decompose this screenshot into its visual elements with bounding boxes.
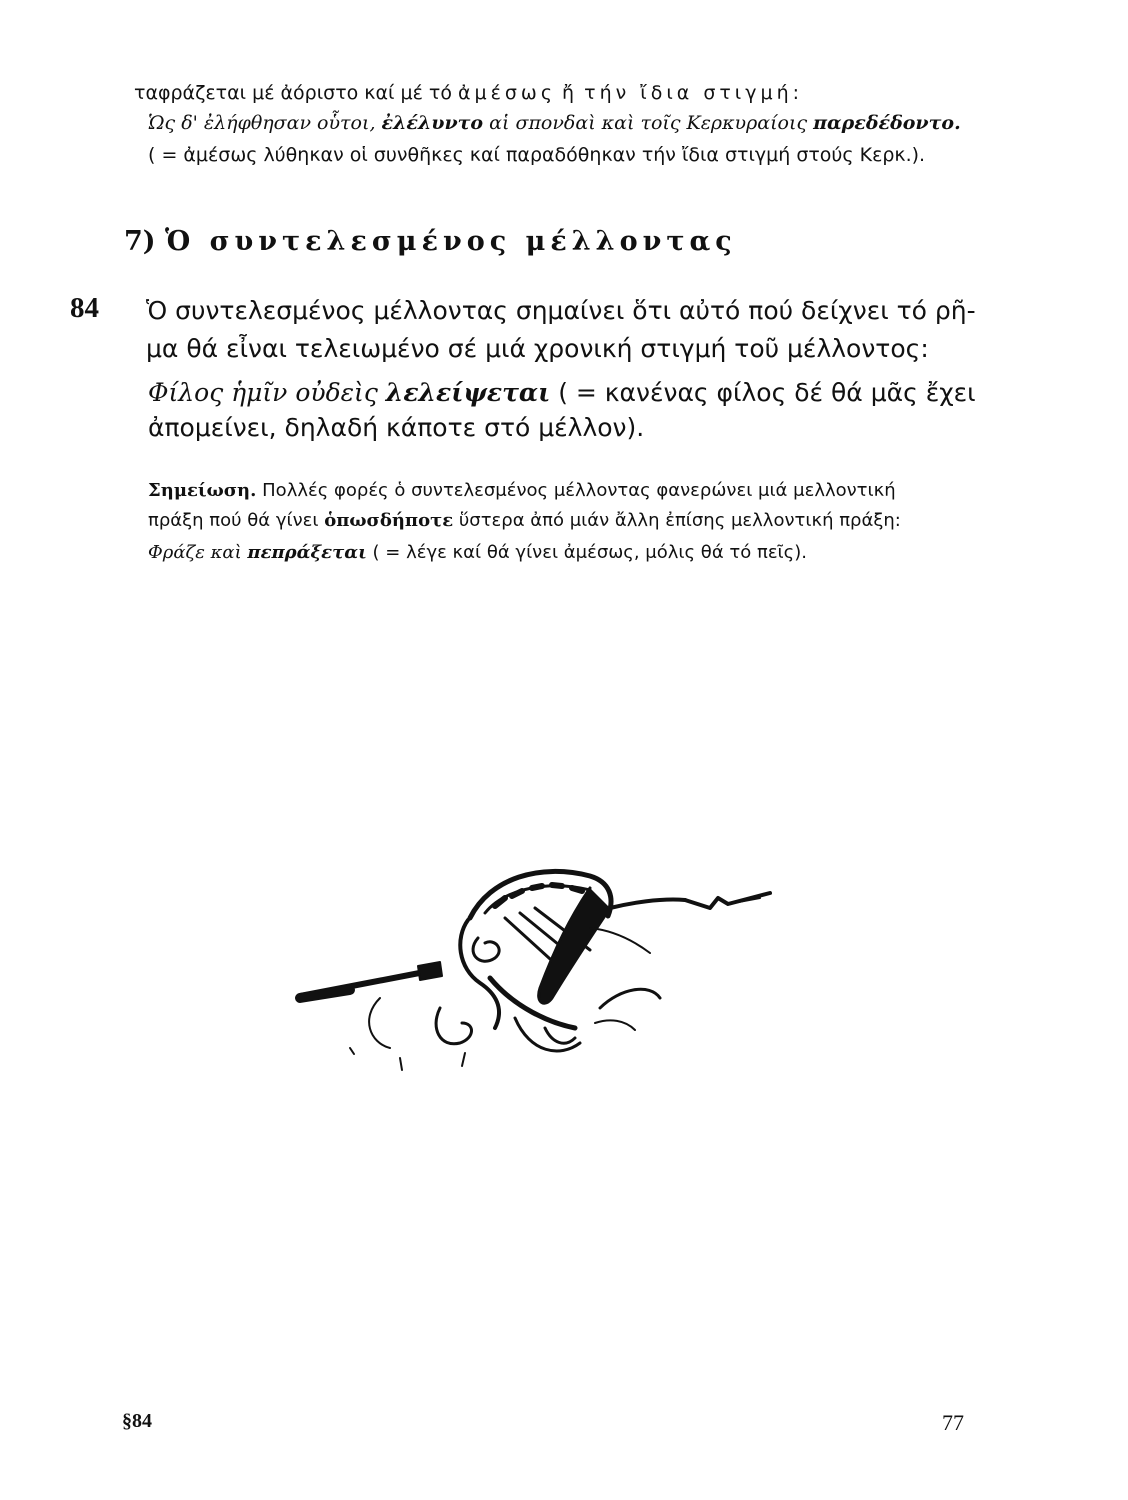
example-translation: ( = κανένας φίλος δέ θά μᾶς ἔχει	[558, 378, 976, 407]
note-line-2	[148, 510, 901, 531]
note-text: Πολλές φορές ὁ συντελεσμένος μέλλοντας φανερώνει μιά μελλοντική	[262, 480, 896, 501]
example-verb: λελείψεται	[385, 378, 551, 407]
example-verb: παρεδέδοντο.	[813, 112, 961, 134]
section-heading	[124, 226, 737, 257]
note-text: πράξη πού θά γίνει	[148, 510, 319, 531]
emphasized-word: ἀμέσως	[458, 82, 556, 104]
paragraph-number: 84	[70, 292, 99, 324]
paragraph-example	[148, 378, 976, 407]
example-verb: πεπράξεται	[247, 542, 367, 563]
example-text: Φράζε καὶ	[148, 542, 242, 563]
paragraph-example-continued: ἀπομείνει, δηλαδή κάποτε στό μέλλον).	[148, 413, 645, 442]
paragraph-line-2: μα θά εἶναι τελειωμένο σέ μιά χρονική στιγμή τοῦ μέλλοντος:	[146, 334, 929, 363]
pen-nib-icon	[685, 893, 770, 908]
translation-line: ( = ἀμέσως λύθηκαν οἱ συνθῆκες καί παραδόθηκαν τήν ἴδια στιγμή στούς Κερκ.).	[148, 144, 926, 166]
example-text: αἱ σπονδαὶ καὶ τοῖς Κερκυραίοις	[489, 112, 808, 134]
paragraph-line-1: Ὁ συντελεσμένος μέλλοντας σημαίνει ὅτι αὐτό πού δείχνει τό ρῆ-	[146, 296, 976, 325]
emphasized-phrase: τήν ἴδια στιγμή:	[584, 82, 804, 104]
heading-title: Ὁ συντελεσμένος μέλλοντας	[164, 226, 737, 257]
emphasized-word: ἤ	[562, 82, 579, 104]
example-text: Φίλος ἡμῖν οὐδεὶς	[148, 378, 378, 407]
note-line-3	[148, 542, 807, 563]
intro-line-1	[134, 82, 803, 104]
section-reference: §84	[122, 1410, 152, 1432]
heading-number: 7)	[124, 226, 156, 257]
note-text: ὕστερα ἀπό μιάν ἄλλη ἐπίσης μελλοντική πράξη:	[458, 510, 901, 531]
note-line-1	[148, 480, 896, 501]
note-label: Σημείωση.	[148, 480, 257, 501]
note-emphasis: ὁπωσδήποτε	[324, 510, 454, 531]
example-line	[148, 112, 961, 134]
example-translation: ( = λέγε καί θά γίνει ἀμέσως, μόλις θά τό πεῖς).	[372, 542, 807, 563]
feather-icon	[539, 888, 610, 1003]
example-text: Ὡς δ' ἐλήφθησαν οὗτοι,	[148, 112, 376, 134]
page-number: 77	[942, 1410, 964, 1435]
intro-text: ταφράζεται μέ ἀόριστο καί μέ τό	[134, 82, 452, 104]
example-verb: ἐλέλυντο	[381, 112, 484, 134]
quill-helmet-ornament	[290, 858, 780, 1078]
